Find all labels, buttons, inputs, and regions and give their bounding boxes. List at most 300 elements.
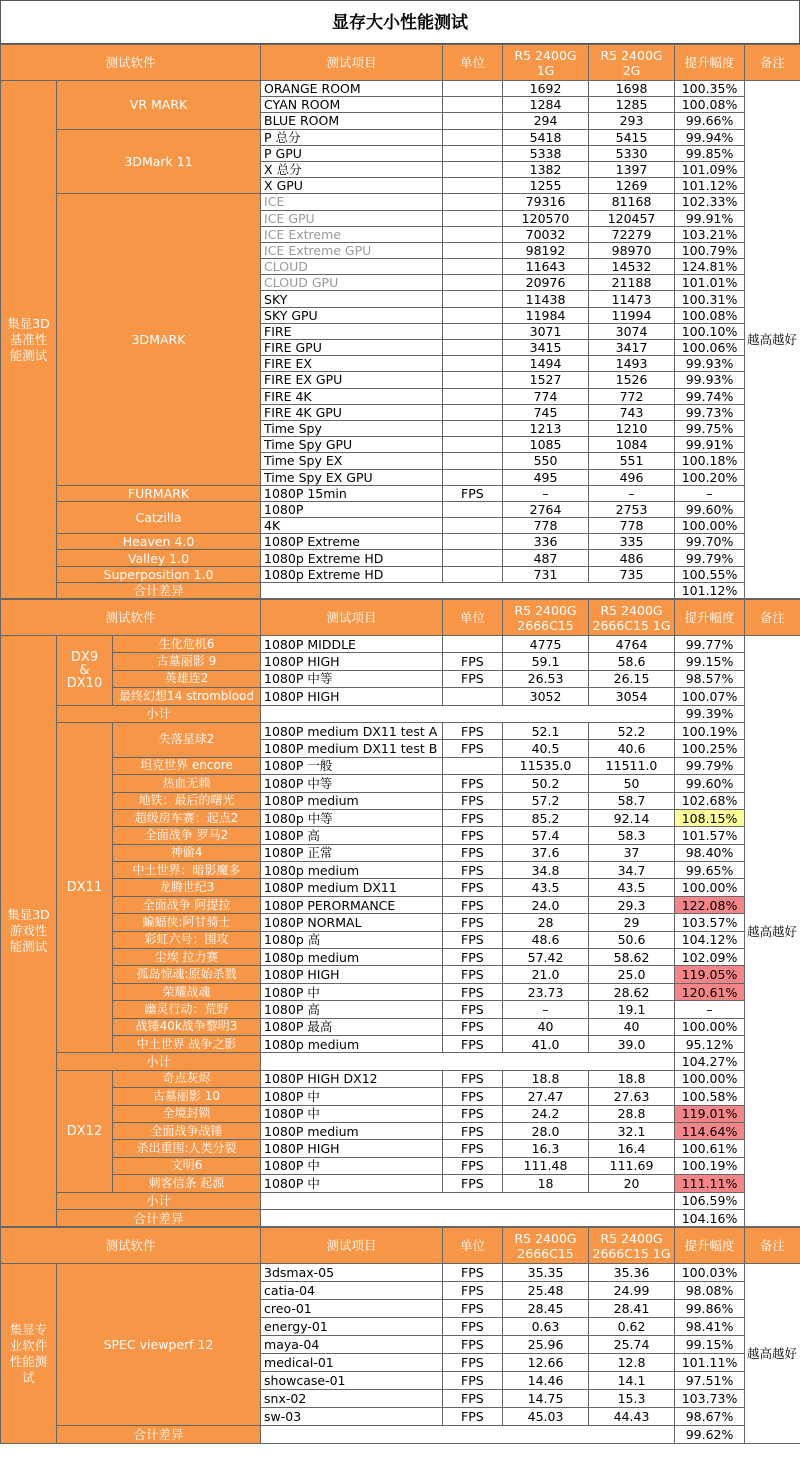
unit: FPS: [443, 1336, 503, 1354]
test-item: BLUE ROOM: [261, 113, 443, 129]
value-b: 0.62: [589, 1318, 675, 1336]
test-item: ICE Extreme GPU: [261, 242, 443, 258]
value-a: 487: [503, 550, 589, 566]
value-b: 2753: [589, 501, 675, 517]
header-improvement: 提升幅度: [675, 1228, 745, 1264]
value-a: 57.42: [503, 949, 589, 966]
improvement-pct: 124.81%: [675, 259, 745, 275]
table-row: [1, 827, 800, 844]
value-a: 11535.0: [503, 757, 589, 774]
unit: [443, 388, 503, 404]
value-a: 294: [503, 113, 589, 129]
table-row: [1, 844, 800, 861]
table-row: [1, 1070, 800, 1087]
value-b: 778: [589, 518, 675, 534]
table-row: [1, 1105, 800, 1122]
unit: [443, 372, 503, 388]
value-b: 25.74: [589, 1336, 675, 1354]
improvement-pct: 100.19%: [675, 722, 745, 739]
test-item: 1080p Extreme HD: [261, 566, 443, 582]
total-row: [1, 1209, 800, 1226]
value-b: 1269: [589, 178, 675, 194]
table-row: [1, 1264, 800, 1282]
test-item: 1080P HIGH DX12: [261, 1070, 443, 1087]
unit: FPS: [443, 1408, 503, 1426]
test-item: catia-04: [261, 1282, 443, 1300]
unit: FPS: [443, 1088, 503, 1105]
subtotal-pct: 104.27%: [675, 1053, 745, 1070]
unit: FPS: [443, 879, 503, 896]
game-name: 热血无赖: [113, 775, 261, 792]
improvement-pct: 100.20%: [675, 469, 745, 485]
value-a: 1085: [503, 437, 589, 453]
table-row: [1, 550, 800, 566]
table-row: [1, 896, 800, 913]
value-b: 40: [589, 1018, 675, 1035]
value-a: 24.2: [503, 1105, 589, 1122]
test-item: 1080P medium DX11: [261, 879, 443, 896]
value-b: 18.8: [589, 1070, 675, 1087]
test-item: 1080P HIGH: [261, 966, 443, 983]
improvement-pct: 120.61%: [675, 983, 745, 1000]
improvement-pct: 97.51%: [675, 1372, 745, 1390]
value-a: 0.63: [503, 1318, 589, 1336]
value-a: 45.03: [503, 1408, 589, 1426]
subtotal-pct: 99.39%: [675, 705, 745, 722]
test-item: 3dsmax-05: [261, 1264, 443, 1282]
improvement-pct: 102.33%: [675, 194, 745, 210]
game-name: 超级房车赛：起点2: [113, 809, 261, 826]
value-b: 3074: [589, 323, 675, 339]
test-item: 1080P MIDDLE: [261, 636, 443, 653]
test-item: P GPU: [261, 145, 443, 161]
test-item: 1080P 15min: [261, 485, 443, 501]
improvement-pct: 100.58%: [675, 1088, 745, 1105]
value-a: 11984: [503, 307, 589, 323]
value-a: 24.0: [503, 896, 589, 913]
unit: FPS: [443, 1282, 503, 1300]
test-item: 1080P 正常: [261, 844, 443, 861]
improvement-pct: 99.91%: [675, 437, 745, 453]
total-row: [1, 582, 800, 598]
value-b: 3417: [589, 340, 675, 356]
test-item: 1080P HIGH: [261, 688, 443, 705]
game-name: 刺客信条 起源: [113, 1175, 261, 1192]
total-pct: 104.16%: [675, 1209, 745, 1226]
unit: [443, 323, 503, 339]
improvement-pct: –: [675, 1001, 745, 1018]
improvement-pct: 100.00%: [675, 518, 745, 534]
test-item: 1080p Extreme HD: [261, 550, 443, 566]
improvement-pct: 100.03%: [675, 1264, 745, 1282]
value-a: 26.53: [503, 670, 589, 687]
value-b: 58.62: [589, 949, 675, 966]
improvement-pct: 114.64%: [675, 1122, 745, 1139]
software-name: VR MARK: [57, 81, 261, 130]
value-b: 14.1: [589, 1372, 675, 1390]
game-name: 全面战争 阿提拉: [113, 896, 261, 913]
value-b: 98970: [589, 242, 675, 258]
unit: FPS: [443, 809, 503, 826]
value-a: 3052: [503, 688, 589, 705]
table-row: [1, 566, 800, 582]
improvement-pct: 103.57%: [675, 914, 745, 931]
test-item: 1080P medium DX11 test A: [261, 722, 443, 739]
value-b: 24.99: [589, 1282, 675, 1300]
test-item: showcase-01: [261, 1372, 443, 1390]
improvement-pct: 119.01%: [675, 1105, 745, 1122]
test-item: SKY GPU: [261, 307, 443, 323]
value-a: 40: [503, 1018, 589, 1035]
game-name: 荣耀战魂: [113, 983, 261, 1000]
value-b: 772: [589, 388, 675, 404]
value-b: 35.36: [589, 1264, 675, 1282]
header-row: [1, 45, 800, 81]
value-a: 5418: [503, 129, 589, 145]
improvement-pct: 111.11%: [675, 1175, 745, 1192]
value-b: 50.6: [589, 931, 675, 948]
software-name: 3DMARK: [57, 194, 261, 485]
value-b: 19.1: [589, 1001, 675, 1018]
table-row: [1, 949, 800, 966]
improvement-pct: 122.08%: [675, 896, 745, 913]
improvement-pct: 99.93%: [675, 356, 745, 372]
value-a: 1692: [503, 81, 589, 97]
header-config-b: R5 2400G 2666C15 1G: [589, 600, 675, 636]
subtotal-blank: [261, 1192, 675, 1209]
value-b: 37: [589, 844, 675, 861]
improvement-pct: 103.21%: [675, 226, 745, 242]
value-b: 29: [589, 914, 675, 931]
test-item: 1080p 中等: [261, 809, 443, 826]
value-a: 70032: [503, 226, 589, 242]
value-a: 14.46: [503, 1372, 589, 1390]
results-tables: [0, 44, 800, 1444]
value-b: 58.7: [589, 792, 675, 809]
value-a: 745: [503, 404, 589, 420]
improvement-pct: 100.07%: [675, 688, 745, 705]
improvement-pct: 102.68%: [675, 792, 745, 809]
improvement-pct: 99.15%: [675, 653, 745, 670]
improvement-pct: 100.31%: [675, 291, 745, 307]
improvement-pct: 100.18%: [675, 453, 745, 469]
value-b: 21188: [589, 275, 675, 291]
table-row: [1, 792, 800, 809]
value-b: 743: [589, 404, 675, 420]
improvement-pct: 99.86%: [675, 1300, 745, 1318]
value-a: 28.0: [503, 1122, 589, 1139]
improvement-pct: 98.57%: [675, 670, 745, 687]
value-b: 32.1: [589, 1122, 675, 1139]
improvement-pct: 108.15%: [675, 809, 745, 826]
test-item: 1080P 中: [261, 1105, 443, 1122]
subtotal-label: 小计: [57, 1192, 261, 1209]
value-b: 28.62: [589, 983, 675, 1000]
value-a: 550: [503, 453, 589, 469]
test-item: 1080P 高: [261, 1001, 443, 1018]
game-name: 蝙蝠侠:阿甘骑士: [113, 914, 261, 931]
improvement-pct: 100.08%: [675, 97, 745, 113]
value-b: 44.43: [589, 1408, 675, 1426]
value-b: 735: [589, 566, 675, 582]
test-item: 1080P 中: [261, 1088, 443, 1105]
game-name: 英雄连2: [113, 670, 261, 687]
improvement-pct: 100.00%: [675, 1018, 745, 1035]
test-item: FIRE GPU: [261, 340, 443, 356]
unit: [443, 210, 503, 226]
improvement-pct: 99.60%: [675, 775, 745, 792]
software-name: Heaven 4.0: [57, 534, 261, 550]
unit: [443, 420, 503, 436]
table-row: [1, 722, 800, 739]
improvement-pct: 101.12%: [675, 178, 745, 194]
table-row: [1, 1001, 800, 1018]
table-row: [1, 1175, 800, 1192]
software-name: SPEC viewperf 12: [57, 1264, 261, 1426]
note-text: 越高越好: [745, 636, 800, 1227]
test-item: creo-01: [261, 1300, 443, 1318]
test-item: P 总分: [261, 129, 443, 145]
software-name: FURMARK: [57, 485, 261, 501]
total-row: [1, 1426, 800, 1444]
unit: FPS: [443, 896, 503, 913]
unit: [443, 340, 503, 356]
unit: FPS: [443, 1140, 503, 1157]
header-config-b: R5 2400G 2G: [589, 45, 675, 81]
game-name: 中土世界 战争之影: [113, 1035, 261, 1052]
improvement-pct: 100.00%: [675, 1070, 745, 1087]
value-b: 4764: [589, 636, 675, 653]
software-name: 3DMark 11: [57, 129, 261, 194]
test-item: 1080P 中: [261, 1157, 443, 1174]
table-row: [1, 879, 800, 896]
improvement-pct: 100.79%: [675, 242, 745, 258]
value-a: 57.2: [503, 792, 589, 809]
game-name: 尘埃 拉力赛: [113, 949, 261, 966]
test-item: snx-02: [261, 1390, 443, 1408]
unit: FPS: [443, 949, 503, 966]
value-b: 111.69: [589, 1157, 675, 1174]
test-item: 1080P 中等: [261, 775, 443, 792]
test-item: maya-04: [261, 1336, 443, 1354]
unit: FPS: [443, 653, 503, 670]
value-b: 39.0: [589, 1035, 675, 1052]
unit: [443, 469, 503, 485]
table-row: [1, 501, 800, 517]
game-name: 全面战争 罗马2: [113, 827, 261, 844]
unit: FPS: [443, 1300, 503, 1318]
test-item: 1080P 一般: [261, 757, 443, 774]
subtotal-blank: [261, 705, 675, 722]
value-a: 5338: [503, 145, 589, 161]
improvement-pct: 100.61%: [675, 1140, 745, 1157]
table-row: [1, 653, 800, 670]
value-b: 12.8: [589, 1354, 675, 1372]
improvement-pct: 102.09%: [675, 949, 745, 966]
header-software: 测试软件: [1, 1228, 261, 1264]
value-a: 16.3: [503, 1140, 589, 1157]
unit: [443, 194, 503, 210]
unit: [443, 566, 503, 582]
value-b: 551: [589, 453, 675, 469]
value-a: 1284: [503, 97, 589, 113]
improvement-pct: 100.00%: [675, 879, 745, 896]
section-table: [0, 44, 800, 599]
unit: [443, 437, 503, 453]
improvement-pct: 99.73%: [675, 404, 745, 420]
test-item: 1080P NORMAL: [261, 914, 443, 931]
unit: FPS: [443, 670, 503, 687]
value-b: 11994: [589, 307, 675, 323]
game-name: 全境封锁: [113, 1105, 261, 1122]
value-b: 26.15: [589, 670, 675, 687]
header-software: 测试软件: [1, 45, 261, 81]
test-item: Time Spy EX: [261, 453, 443, 469]
value-b: 58.3: [589, 827, 675, 844]
test-item: Time Spy GPU: [261, 437, 443, 453]
unit: FPS: [443, 1018, 503, 1035]
category-label: 集显3D 游戏性 能测试: [1, 636, 57, 1227]
value-a: 1494: [503, 356, 589, 372]
unit: FPS: [443, 1157, 503, 1174]
header-software: 测试软件: [1, 600, 261, 636]
unit: FPS: [443, 1264, 503, 1282]
value-b: 1493: [589, 356, 675, 372]
table-row: [1, 862, 800, 879]
value-a: 43.5: [503, 879, 589, 896]
unit: FPS: [443, 1318, 503, 1336]
value-a: 98192: [503, 242, 589, 258]
total-blank: [261, 1209, 675, 1226]
value-b: 58.6: [589, 653, 675, 670]
game-name: 地铁：最后的曙光: [113, 792, 261, 809]
unit: [443, 356, 503, 372]
test-item: ICE Extreme: [261, 226, 443, 242]
value-a: –: [503, 485, 589, 501]
unit: FPS: [443, 775, 503, 792]
table-row: [1, 1157, 800, 1174]
value-a: 57.4: [503, 827, 589, 844]
improvement-pct: 99.74%: [675, 388, 745, 404]
unit: FPS: [443, 485, 503, 501]
test-item: FIRE 4K GPU: [261, 404, 443, 420]
value-a: 731: [503, 566, 589, 582]
unit: [443, 453, 503, 469]
improvement-pct: 119.05%: [675, 966, 745, 983]
value-b: 14532: [589, 259, 675, 275]
value-b: 5330: [589, 145, 675, 161]
value-a: 1527: [503, 372, 589, 388]
unit: [443, 226, 503, 242]
header-note: 备注: [745, 1228, 800, 1264]
value-a: 18.8: [503, 1070, 589, 1087]
value-b: 28.41: [589, 1300, 675, 1318]
test-item: 1080P 中: [261, 1175, 443, 1192]
value-a: 18: [503, 1175, 589, 1192]
unit: [443, 145, 503, 161]
unit: [443, 178, 503, 194]
value-a: 774: [503, 388, 589, 404]
test-item: Time Spy EX GPU: [261, 469, 443, 485]
unit: [443, 275, 503, 291]
value-b: 25.0: [589, 966, 675, 983]
header-unit: 单位: [443, 600, 503, 636]
unit: FPS: [443, 1122, 503, 1139]
improvement-pct: 104.12%: [675, 931, 745, 948]
table-row: [1, 534, 800, 550]
value-a: 59.1: [503, 653, 589, 670]
table-row: [1, 688, 800, 705]
game-name: 坦克世界 encore: [113, 757, 261, 774]
value-a: 495: [503, 469, 589, 485]
unit: FPS: [443, 914, 503, 931]
improvement-pct: 100.35%: [675, 81, 745, 97]
category-label: 集显专 业软件 性能测 试: [1, 1264, 57, 1444]
game-name: 古墓丽影 9: [113, 653, 261, 670]
game-name: 生化危机6: [113, 636, 261, 653]
improvement-pct: 99.85%: [675, 145, 745, 161]
game-name: 奇点灰烬: [113, 1070, 261, 1087]
test-item: 1080P 最高: [261, 1018, 443, 1035]
header-config-b: R5 2400G 2666C15 1G: [589, 1228, 675, 1264]
unit: [443, 404, 503, 420]
improvement-pct: 98.41%: [675, 1318, 745, 1336]
unit: FPS: [443, 740, 503, 757]
game-name: 最终幻想14 stromblood: [113, 688, 261, 705]
unit: FPS: [443, 844, 503, 861]
improvement-pct: 98.08%: [675, 1282, 745, 1300]
value-a: 20976: [503, 275, 589, 291]
value-a: 111.48: [503, 1157, 589, 1174]
unit: FPS: [443, 1175, 503, 1192]
unit: FPS: [443, 931, 503, 948]
improvement-pct: 99.93%: [675, 372, 745, 388]
value-a: 120570: [503, 210, 589, 226]
table-row: [1, 983, 800, 1000]
value-b: 486: [589, 550, 675, 566]
improvement-pct: 98.67%: [675, 1408, 745, 1426]
total-label: 合计差异: [57, 582, 261, 598]
test-item: CLOUD GPU: [261, 275, 443, 291]
game-name: 龙腾世纪3: [113, 879, 261, 896]
value-a: 50.2: [503, 775, 589, 792]
header-row: [1, 1228, 800, 1264]
subtotal-row: [1, 705, 800, 722]
test-item: 1080P Extreme: [261, 534, 443, 550]
header-improvement: 提升幅度: [675, 600, 745, 636]
test-item: SKY: [261, 291, 443, 307]
unit: [443, 501, 503, 517]
game-name: 杀出重围:人类分裂: [113, 1140, 261, 1157]
improvement-pct: 99.79%: [675, 757, 745, 774]
value-b: 15.3: [589, 1390, 675, 1408]
value-a: 21.0: [503, 966, 589, 983]
api-group-label: DX9 & DX10: [57, 636, 113, 706]
value-a: 14.75: [503, 1390, 589, 1408]
unit: FPS: [443, 1001, 503, 1018]
test-item: X 总分: [261, 161, 443, 177]
test-item: FIRE EX: [261, 356, 443, 372]
unit: [443, 518, 503, 534]
improvement-pct: 101.01%: [675, 275, 745, 291]
test-item: medical-01: [261, 1354, 443, 1372]
note-text: 越高越好: [745, 81, 800, 599]
test-item: 1080p medium: [261, 1035, 443, 1052]
unit: [443, 307, 503, 323]
test-item: 1080P medium DX11 test B: [261, 740, 443, 757]
subtotal-row: [1, 1053, 800, 1070]
test-item: CYAN ROOM: [261, 97, 443, 113]
